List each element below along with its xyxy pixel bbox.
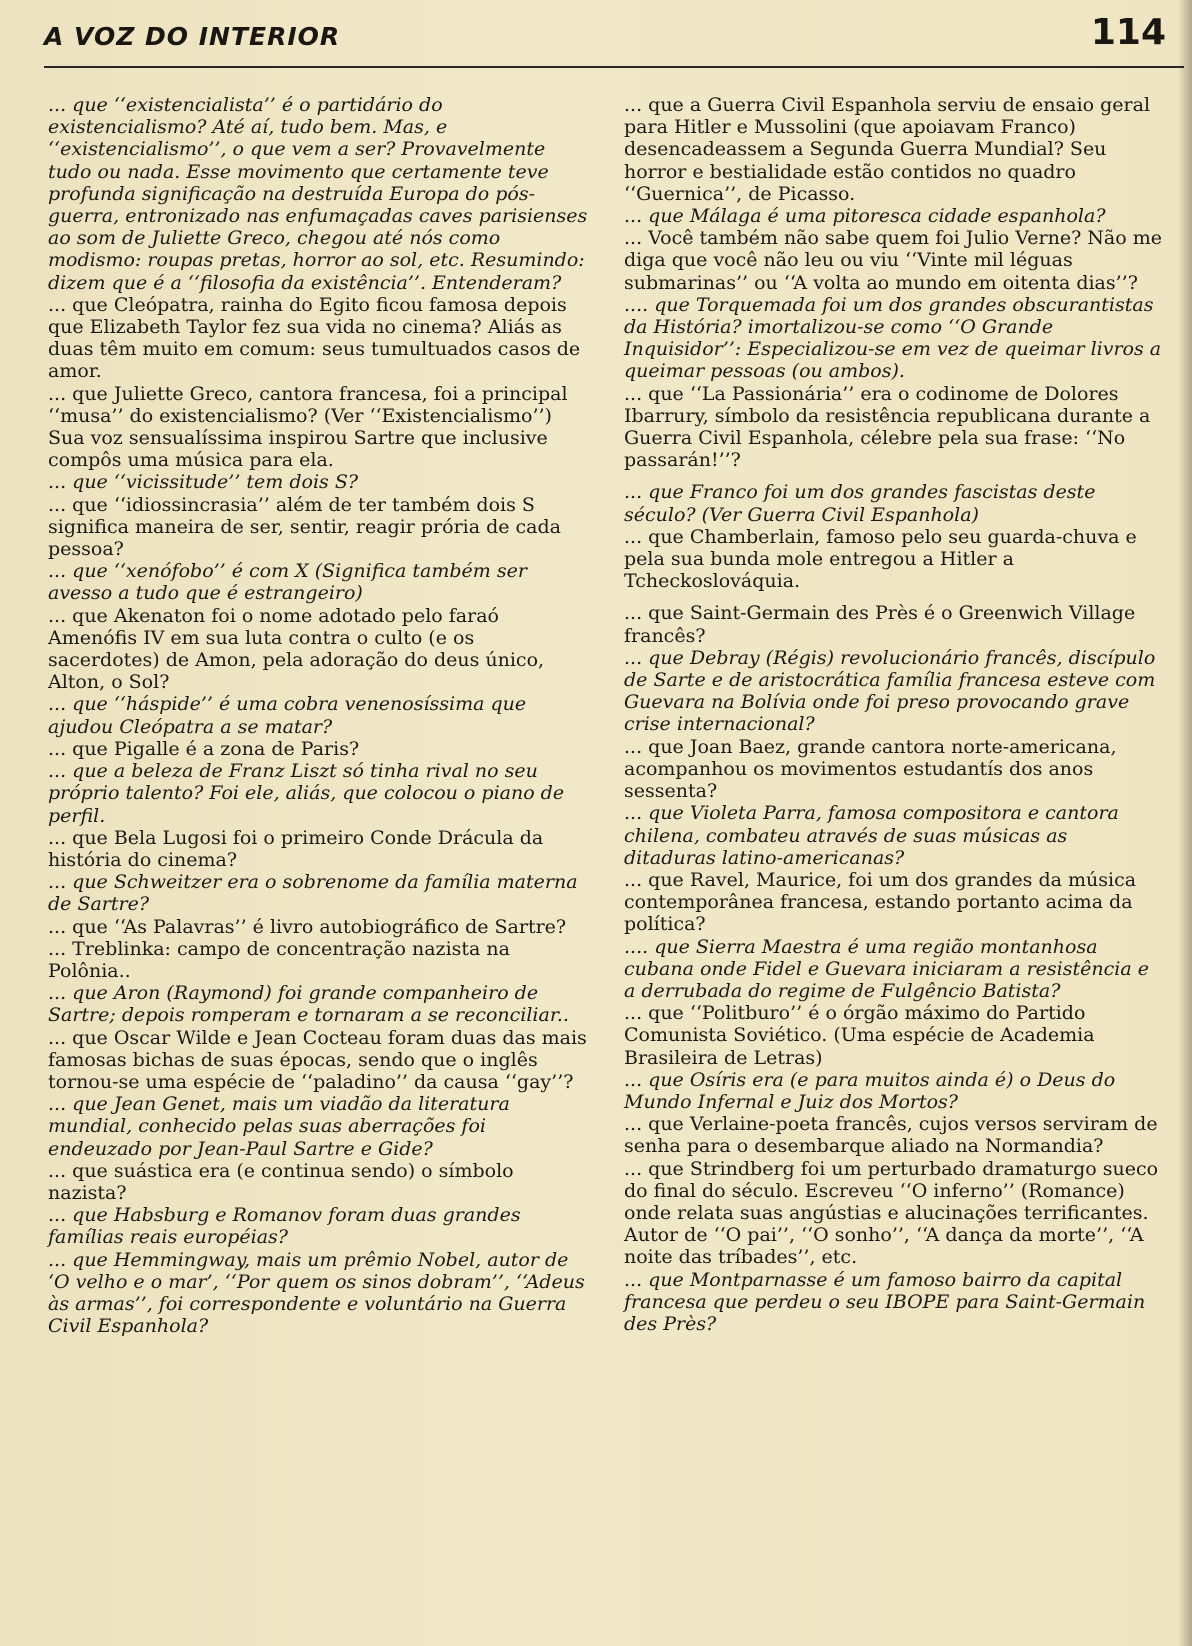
trivia-entry: ... que Hemmingway, mais um prêmio Nobel, autor de ‘O velho e o mar’, ‘‘Por quem os sinos dobram’’, ‘‘Adeus às armas’’, foi correspondente e voluntário na Guerra Civil Espanhola? [48,1248,585,1338]
trivia-entry: ... que ‘‘La Passionária’’ era o codinome de Dolores Ibarrury, símbolo da resistência republicana durante a Guerra Civil Espanhola, célebre pela sua frase: ‘‘No passarán!’’? [624,382,1151,472]
page-number: 114 [1090,12,1166,53]
trivia-entry: ... que Pigalle é a zona de Paris? [48,737,360,760]
trivia-entry: ... que Debray (Régis) revolucionário francês, discípulo de Sarte e de aristocrática família francesa esteve com Guevara na Bolívia onde foi preso provocando grave crise internacional? [624,646,1156,736]
trivia-entry: ... que Violeta Parra, famosa compositora e cantora chilena, combateu através de suas músicas as ditaduras latino-americanas? [624,802,1119,869]
trivia-entry: ... Treblinka: campo de concentração nazista na Polônia.. [48,937,510,982]
trivia-entry: ... que Franco foi um dos grandes fascistas deste século? (Ver Guerra Civil Espanhola) [624,481,1096,526]
paragraph-gap [624,592,1164,602]
binding-shadow [1178,0,1192,1646]
trivia-entry: ... que a Guerra Civil Espanhola serviu de ensaio geral para Hitler e Mussolini (que apoiavam Franco) desencadeassem a Segunda Guerra Mundial? Seu horror e bestialidade estão contidos no quadro ‘‘Guernica’’, de Picasso. [624,94,1151,205]
masthead-logo: A VOZ DO INTERIOR [44,22,341,51]
trivia-entry: ... que Joan Baez, grande cantora norte-americana, acompanhou os movimentos estudantís dos anos sessenta? [624,735,1117,803]
trivia-entry: ... que ‘‘háspide’’ é uma cobra venenosíssima que ajudou Cleópatra a se matar? [48,693,527,738]
left-column [48,94,588,1337]
header-rule [44,66,1184,68]
trivia-entry: .... que Torquemada foi um dos grandes obscurantistas da História? imortalizou-se como ‘‘O Grande Inquisidor’’: Especializou-se em vez de queimar livros a queimar pessoas (ou ambos). [624,293,1162,383]
trivia-entry: ... que Ravel, Maurice, foi um dos grandes da música contemporânea francesa, estando portanto acima da política? [624,868,1137,936]
trivia-entry: ... que Chamberlain, famoso pelo seu guarda-chuva e pela sua bunda mole entregou a Hitler a Tcheckoslováquia. [624,525,1137,593]
trivia-entry: ... que suástica era (e continua sendo) o símbolo nazista? [48,1159,514,1204]
trivia-entry: ... que Montparnasse é um famoso bairro da capital francesa que perdeu o seu IBOPE para Saint-Germain des Près? [624,1268,1146,1335]
trivia-entry: .... que Sierra Maestra é uma região montanhosa cubana onde Fidel e Guevara iniciaram a resistência e a derrubada do regime de Fulgêncio Batista? [624,935,1149,1002]
trivia-entry: ... que Cleópatra, rainha do Egito ficou famosa depois que Elizabeth Taylor fez sua vida no cinema? Aliás as duas têm muito em comum: seus tumultuados casos de amor. [48,293,581,383]
trivia-entry: ... que Málaga é uma pitoresca cidade espanhola? [624,205,1106,228]
trivia-entry: ... que ‘‘Politburo’’ é o órgão máximo do Partido Comunista Soviético. (Uma espécie de Academia Brasileira de Letras) [624,1002,1095,1069]
trivia-entry: ... que Jean Genet, mais um viadão da literatura mundial, conhecido pelas suas aberrações foi endeuzado por Jean-Paul Sartre e Gide? [48,1093,510,1160]
trivia-entry: ... Você também não sabe quem foi Julio Verne? Não me diga que você não leu ou viu ‘‘Vinte mil léguas submarinas’’ ou ‘‘A volta ao mundo em oitenta dias’’? [624,227,1162,294]
trivia-entry: ... que Juliette Greco, cantora francesa, foi a principal ‘‘musa’’ do existencialismo? (Ver ‘‘Existencialismo’’) Sua voz sensualíssima inspirou Sartre que inclusive compôs uma música para ela. [48,382,568,472]
trivia-entry: ... que Strindberg foi um perturbado dramaturgo sueco do final do século. Escreveu ‘‘O inferno’’ (Romance) onde relata suas angústias e alucinações terrificantes. Autor de ‘‘O pai’’, ‘‘O sonho’’, ‘‘A dança da morte’’, ‘‘A noite das tríbades’’, etc. [624,1157,1159,1269]
right-column [624,94,1164,1335]
trivia-entry: ... que a beleza de Franz Liszt só tinha rival no seu próprio talento? Foi ele, aliás, que colocou o piano de perfil. [48,760,565,827]
trivia-entry: ... que Habsburg e Romanov foram duas grandes famílias reais européias? [48,1204,521,1249]
trivia-entry: ... que Osíris era (e para muitos ainda é) o Deus do Mundo Infernal e Juiz dos Mortos? [624,1068,1116,1113]
trivia-entry: ... que Schweitzer era o sobrenome da família materna de Sartre? [48,871,578,916]
trivia-entry: ... que ‘‘idiossincrasia’’ além de ter também dois S significa maneira de ser, sentir, reagir prória de cada pessoa? [48,493,561,561]
trivia-entry: ... que ‘‘xenófobo’’ é com X (Significa também ser avesso a tudo que é estrangeiro) [48,560,527,605]
trivia-entry: ... que Oscar Wilde e Jean Cocteau foram duas das mais famosas bichas de suas épocas, sendo que o inglês tornou-se uma espécie de ‘‘paladino’’ da causa ‘‘gay’’? [48,1026,587,1093]
trivia-entry: ... que Saint-Germain des Près é o Greenwich Village francês? [624,602,1136,647]
trivia-entry: ... que ‘‘vicissitude’’ tem dois S? [48,471,359,494]
trivia-entry: ... que ‘‘As Palavras’’ é livro autobiográfico de Sartre? [48,915,567,938]
trivia-entry: ... que Aron (Raymond) foi grande companheiro de Sartre; depois romperam e tornaram a se reconciliar.. [48,982,569,1027]
trivia-entry: ... que Akenaton foi o nome adotado pelo faraó Amenófis IV em sua luta contra o culto (e os sacerdotes) de Amon, pela adoração do deus único, Alton, o Sol? [48,604,545,694]
trivia-entry: ... que Verlaine-poeta francês, cujos versos serviram de senha para o desembarque aliado na Normandia? [624,1113,1158,1158]
trivia-entry: ... que ‘‘existencialista’’ é o partidário do existencialismo? Até aí, tudo bem. Mas, e ‘‘existencialismo’’, o que vem a ser? Provavelmente tudo ou nada. Esse movimento que certamente teve profunda significação na destruída Europa do pós-guerra, entronizado nas enfumaçadas caves parisienses ao som de Juliette Greco, chegou até nós como modismo: roupas pretas, horror ao sol, etc. Resumindo: dizem que é a ‘‘filosofia da existência’’. Entenderam? [48,94,588,294]
paragraph-gap [624,471,1164,481]
trivia-entry: ... que Bela Lugosi foi o primeiro Conde Drácula da história do cinema? [48,826,544,871]
